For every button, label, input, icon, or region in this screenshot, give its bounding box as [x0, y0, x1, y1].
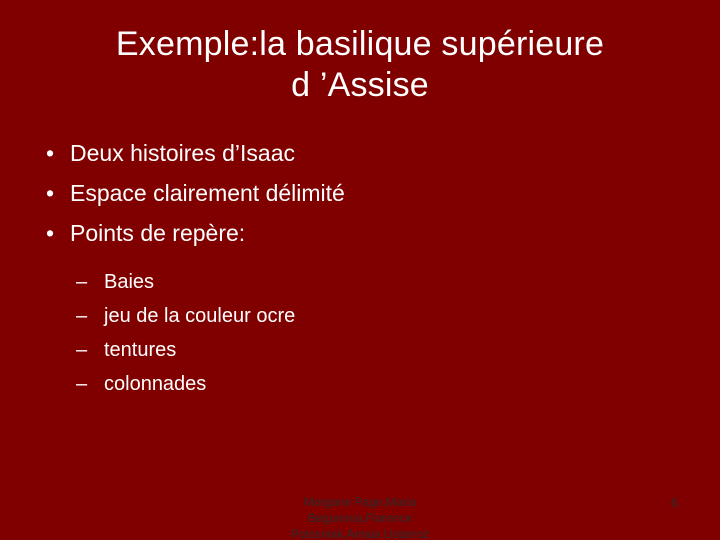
slide-title	[36, 24, 684, 106]
bullet-item	[46, 133, 666, 173]
sub-bullet-item	[46, 299, 666, 333]
slide-title-line-1: Exemple:la basilique supérieure	[115, 25, 605, 63]
sub-bullet-marker: –	[76, 339, 88, 361]
bullet-text: Espace clairement délimité	[70, 180, 345, 206]
sub-bullet-text: jeu de la couleur ocre	[104, 305, 296, 327]
bullet-marker: •	[46, 180, 55, 206]
page-number: 6	[670, 495, 678, 510]
bullet-item	[46, 213, 666, 253]
bullet-item	[46, 173, 666, 213]
footer-authors: Morgane Page,Maria Begunova,Florence Potosniak,Amaia Ustarroz	[290, 495, 430, 540]
sub-bullet-marker: –	[76, 305, 88, 327]
sub-bullet-marker: –	[76, 271, 88, 293]
sub-bullet-text: tentures	[104, 339, 177, 361]
sub-bullet-item	[46, 367, 666, 401]
bullet-text: Points de repère:	[70, 220, 246, 246]
sub-bullet-item	[46, 265, 666, 299]
bullet-marker: •	[46, 220, 55, 246]
slide-title-line-2: d ’Assise	[291, 66, 429, 104]
sub-bullet-item	[46, 333, 666, 367]
sub-bullet-text: colonnades	[104, 373, 207, 395]
sub-bullet-list	[46, 265, 666, 401]
bullet-marker: •	[46, 140, 55, 166]
bullet-list	[46, 133, 666, 401]
bullet-text: Deux histoires d’Isaac	[70, 140, 295, 166]
sub-bullet-marker: –	[76, 373, 88, 395]
sub-bullet-text: Baies	[104, 271, 155, 293]
